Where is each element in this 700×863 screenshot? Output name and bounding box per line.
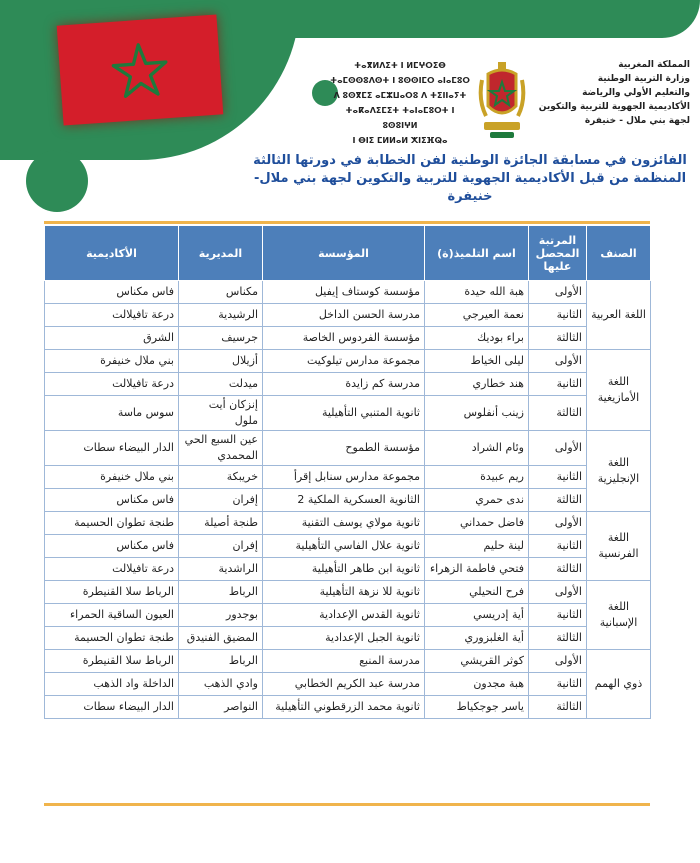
rank-cell: الأولى	[529, 350, 587, 373]
table-row	[45, 512, 651, 535]
directorate-cell: إنزكان أيت ملول	[179, 396, 263, 431]
header-directorate: المديرية	[179, 226, 263, 281]
school-cell: مجموعة مدارس سنابل إقرأ	[263, 466, 425, 489]
school-cell: مدرسة كم زايدة	[263, 373, 425, 396]
rank-cell: الثانية	[529, 304, 587, 327]
header-category: الصنف	[587, 226, 651, 281]
school-cell: ثانوية مولاي يوسف التقنية	[263, 512, 425, 535]
page-title	[250, 152, 690, 206]
student-cell: لينة حليم	[425, 535, 529, 558]
ministry-line: وزارة التربية الوطنية	[597, 74, 690, 84]
directorate-cell: وادي الذهب	[179, 673, 263, 696]
student-cell: فتحي فاطمة الزهراء	[425, 558, 529, 581]
table-row	[45, 396, 651, 431]
category-cell: ذوي الهمم	[587, 650, 651, 719]
academy-cell: درعة تافيلالت	[45, 558, 179, 581]
directorate-cell: الرباط	[179, 581, 263, 604]
tifinagh-line: ⵏ ⴱⵏⵉ ⵎⵍⵍⴰⵍ ⵅⵏⵉⴼⵕⴰ	[352, 136, 448, 145]
directorate-cell: الرباط	[179, 650, 263, 673]
school-cell: ثانوية ابن طاهر التأهيلية	[263, 558, 425, 581]
academy-cell: الداخلة واد الذهب	[45, 673, 179, 696]
table-row	[45, 489, 651, 512]
rank-cell: الثانية	[529, 673, 587, 696]
academy-cell: طنجة تطوان الحسيمة	[45, 627, 179, 650]
academy-cell: بني ملال خنيفرة	[45, 466, 179, 489]
academy-cell: بني ملال خنيفرة	[45, 350, 179, 373]
winners-table	[44, 225, 651, 719]
title-line-1: الفائزون في مسابقة الجائزة الوطنية لفن الخطابة في دورتها الثالثة	[253, 153, 687, 168]
table-row	[45, 281, 651, 304]
student-cell: فاضل حمداني	[425, 512, 529, 535]
school-cell: ثانوية علال الفاسي التأهيلية	[263, 535, 425, 558]
ministry-header-text	[535, 58, 690, 128]
rank-cell: الأولى	[529, 281, 587, 304]
green-star-icon	[110, 40, 170, 100]
student-cell: نعمة العيرجي	[425, 304, 529, 327]
table-row	[45, 431, 651, 466]
school-cell: مؤسسة كوستاف إيفيل	[263, 281, 425, 304]
rank-cell: الثانية	[529, 466, 587, 489]
student-cell: براء بوديك	[425, 327, 529, 350]
rank-cell: الثالثة	[529, 627, 587, 650]
rank-cell: الثالثة	[529, 489, 587, 512]
ministry-line: والتعليم الأولي والرياضة	[582, 88, 690, 98]
table-row	[45, 558, 651, 581]
directorate-cell: المضيق الفنيدق	[179, 627, 263, 650]
academy-cell: سوس ماسة	[45, 396, 179, 431]
school-cell: مدرسة المنبع	[263, 650, 425, 673]
tifinagh-line: ⵜⴰⴽⴰⴷⵉⵎⵉⵜ ⵜⴰⵏⴰⵎⵓⵔⵜ ⵏ ⵓⵙⵓⵏⵖⵍ	[345, 106, 455, 130]
table-row	[45, 673, 651, 696]
school-cell: مؤسسة الطموح	[263, 431, 425, 466]
decorative-circle	[26, 150, 88, 212]
rank-cell: الثانية	[529, 373, 587, 396]
academy-cell: الدار البيضاء سطات	[45, 696, 179, 719]
rank-cell: الأولى	[529, 650, 587, 673]
table-row	[45, 627, 651, 650]
academy-cell: درعة تافيلالت	[45, 304, 179, 327]
category-cell: اللغة الأمازيغية	[587, 350, 651, 431]
student-cell: ليلى الخياط	[425, 350, 529, 373]
school-cell: مدرسة الحسن الداخل	[263, 304, 425, 327]
academy-cell: فاس مكناس	[45, 281, 179, 304]
directorate-cell: أزيلال	[179, 350, 263, 373]
rank-cell: الثانية	[529, 604, 587, 627]
academy-cell: فاس مكناس	[45, 535, 179, 558]
header-school: المؤسسة	[263, 226, 425, 281]
category-cell: اللغة العربية	[587, 281, 651, 350]
directorate-cell: عين السبع الحي المحمدي	[179, 431, 263, 466]
header-academy: الأكاديمية	[45, 226, 179, 281]
tifinagh-line: ⴷ ⵓⵙⴳⵎⵉ ⴰⵎⵣⵡⴰⵔⵓ ⴷ ⵜⵉⵏⵏⴰⵢⵜ	[333, 91, 467, 100]
rank-cell: الثالثة	[529, 327, 587, 350]
category-cell: اللغة الفرنسية	[587, 512, 651, 581]
student-cell: أية الغلبزوري	[425, 627, 529, 650]
rank-cell: الأولى	[529, 512, 587, 535]
directorate-cell: الرشيدية	[179, 304, 263, 327]
academy-cell: فاس مكناس	[45, 489, 179, 512]
directorate-cell: إفران	[179, 535, 263, 558]
category-cell: اللغة الإسبانية	[587, 581, 651, 650]
header-rank: المرتبة المحصل عليها	[529, 226, 587, 281]
school-cell: مدرسة عبد الكريم الخطابي	[263, 673, 425, 696]
directorate-cell: طنجة أصيلة	[179, 512, 263, 535]
directorate-cell: النواصر	[179, 696, 263, 719]
student-cell: هبة مجدون	[425, 673, 529, 696]
student-cell: كوثر القريشي	[425, 650, 529, 673]
rank-cell: الأولى	[529, 431, 587, 466]
table-row	[45, 696, 651, 719]
table-row	[45, 604, 651, 627]
academy-cell: الشرق	[45, 327, 179, 350]
academy-cell: الدار البيضاء سطات	[45, 431, 179, 466]
school-cell: ثانوية للا نزهة التأهيلية	[263, 581, 425, 604]
directorate-cell: جرسيف	[179, 327, 263, 350]
winners-table-container	[44, 221, 650, 719]
directorate-cell: الراشدية	[179, 558, 263, 581]
student-cell: ريم عبيدة	[425, 466, 529, 489]
directorate-cell: إفران	[179, 489, 263, 512]
school-cell: مجموعة مدارس تيلوكيت	[263, 350, 425, 373]
student-cell: ندى حمري	[425, 489, 529, 512]
ministry-line: الأكاديمية الجهوية للتربية والتكوين	[538, 102, 690, 112]
morocco-flag-image	[57, 15, 224, 126]
student-cell: ياسر جوجكياط	[425, 696, 529, 719]
rank-cell: الثالثة	[529, 558, 587, 581]
directorate-cell: خريبكة	[179, 466, 263, 489]
school-cell: ثانوية المتنبي التأهيلية	[263, 396, 425, 431]
rank-cell: الثالثة	[529, 396, 587, 431]
school-cell: الثانوية العسكرية الملكية 2	[263, 489, 425, 512]
table-row	[45, 373, 651, 396]
table-row	[45, 535, 651, 558]
academy-cell: درعة تافيلالت	[45, 373, 179, 396]
rank-cell: الأولى	[529, 581, 587, 604]
ministry-line: المملكة المغربية	[618, 60, 690, 70]
header-student: اسم التلميذ(ة)	[425, 226, 529, 281]
student-cell: وئام الشراد	[425, 431, 529, 466]
academy-cell: العيون الساقية الحمراء	[45, 604, 179, 627]
royal-emblem-icon	[478, 60, 526, 142]
tifinagh-line: ⵜⴰⵎⵙⵙⵓⴷⵙⵜ ⵏ ⵓⵙⵙⵏⵎⵔ ⴰⵏⴰⵎⵓⵔ	[330, 76, 470, 85]
table-row	[45, 581, 651, 604]
title-line-2: المنظمة من قبل الأكاديمية الجهوية للتربية والتكوين لجهة بني ملال-خنيفرة	[253, 171, 687, 204]
directorate-cell: بوجدور	[179, 604, 263, 627]
ministry-line: لجهة بني ملال - خنيفرة	[584, 116, 690, 126]
academy-cell: طنجة تطوان الحسيمة	[45, 512, 179, 535]
table-row	[45, 304, 651, 327]
table-row	[45, 350, 651, 373]
table-body	[45, 281, 651, 719]
academy-cell: الرباط سلا القنيطرة	[45, 650, 179, 673]
category-cell: اللغة الإنجليزية	[587, 431, 651, 512]
student-cell: أية إدريسي	[425, 604, 529, 627]
rank-cell: الثالثة	[529, 696, 587, 719]
school-cell: ثانوية القدس الإعدادية	[263, 604, 425, 627]
tifinagh-line: ⵜⴰⴳⵍⴷⵉⵜ ⵏ ⵍⵎⵖⵔⵉⴱ	[354, 61, 446, 70]
table-header-row	[45, 226, 651, 281]
student-cell: هند خطاري	[425, 373, 529, 396]
school-cell: مؤسسة الفردوس الخاصة	[263, 327, 425, 350]
table-row	[45, 650, 651, 673]
school-cell: ثانوية الجبل الإعدادية	[263, 627, 425, 650]
table-row	[45, 327, 651, 350]
school-cell: ثانوية محمد الزرقطوني التأهيلية	[263, 696, 425, 719]
tifinagh-header-text	[330, 58, 470, 148]
table-bottom-rule	[44, 803, 650, 806]
table-row	[45, 466, 651, 489]
student-cell: هبة الله حيدة	[425, 281, 529, 304]
student-cell: فرح النحيلي	[425, 581, 529, 604]
rank-cell: الثانية	[529, 535, 587, 558]
student-cell: زينب أنفلوس	[425, 396, 529, 431]
directorate-cell: مكناس	[179, 281, 263, 304]
academy-cell: الرباط سلا القنيطرة	[45, 581, 179, 604]
directorate-cell: ميدلت	[179, 373, 263, 396]
